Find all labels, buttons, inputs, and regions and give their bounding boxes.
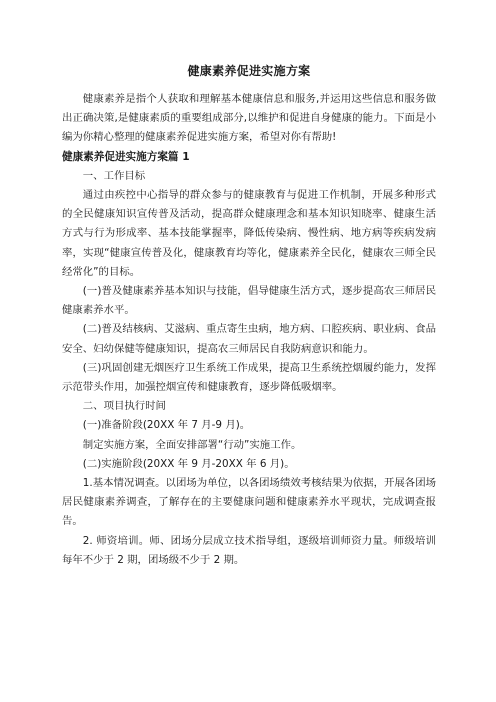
impl-stage: (二)实施阶段(20XX 年 9 月-20XX 年 6 月)。 — [82, 457, 295, 470]
goal-item-1: (一)普及健康素养基本知识与技能，倡导健康生活方式，逐步提高农三师居民健康素养水平。 — [62, 285, 436, 317]
heading-project-time: 二、项目执行时间 — [82, 400, 166, 413]
section-title: 健康素养促进实施方案篇 1 — [62, 150, 190, 163]
impl-item-2: 2. 师资培训。师、团场分层成立技术指导组，逐级培训师资力量。师级培训每年不少于 2 期，团场级不少于 2 期。 — [62, 534, 436, 566]
goal-paragraph: 通过由疾控中心指导的群众参与的健康教育与促进工作机制，开展多种形式的全民健康知识宣传普及活动，提高群众健康理念和基本知识知晓率、健康生活方式与行为形成率、基本技能掌握率，降低传染病、慢性病、地方病等疾病发病率，实现“健康宣传普及化，健康教育均等化，健康素养全民化，健康农三师全民经常化”的目标。 — [62, 189, 436, 278]
heading-work-goal: 一、工作目标 — [82, 169, 146, 182]
impl-item-1: 1.基本情况调查。以团场为单位，以各团场绩效考核结果为依据，开展各团场居民健康素养调查，了解存在的主要健康问题和健康素养水平现状，完成调查报告。 — [62, 477, 436, 528]
document-title: 健康素养促进实施方案 — [187, 64, 311, 78]
prep-stage: (一)准备阶段(20XX 年 7 月-9 月)。 — [82, 419, 251, 432]
prep-text: 制定实施方案，全面安排部署“行动”实施工作。 — [82, 438, 302, 451]
intro-paragraph: 健康素养是指个人获取和理解基本健康信息和服务,并运用这些信息和服务做出正确决策,是健康素质的重要组成部分,以维护和促进自身健康的能力。下面是小编为你精心整理的健康素养促进实施方案，希望对你有帮助! — [62, 93, 436, 144]
goal-item-3: (三)巩固创建无烟医疗卫生系统工作成果，提高卫生系统控烟履约能力，发挥示范带头作用，加强控烟宣传和健康教育，逐步降低吸烟率。 — [62, 361, 436, 394]
goal-item-2: (二)普及结核病、艾滋病、重点寄生虫病，地方病、口腔疾病、职业病、食品安全、妇幼保健等健康知识，提高农三师居民自我防病意识和能力。 — [62, 323, 436, 355]
